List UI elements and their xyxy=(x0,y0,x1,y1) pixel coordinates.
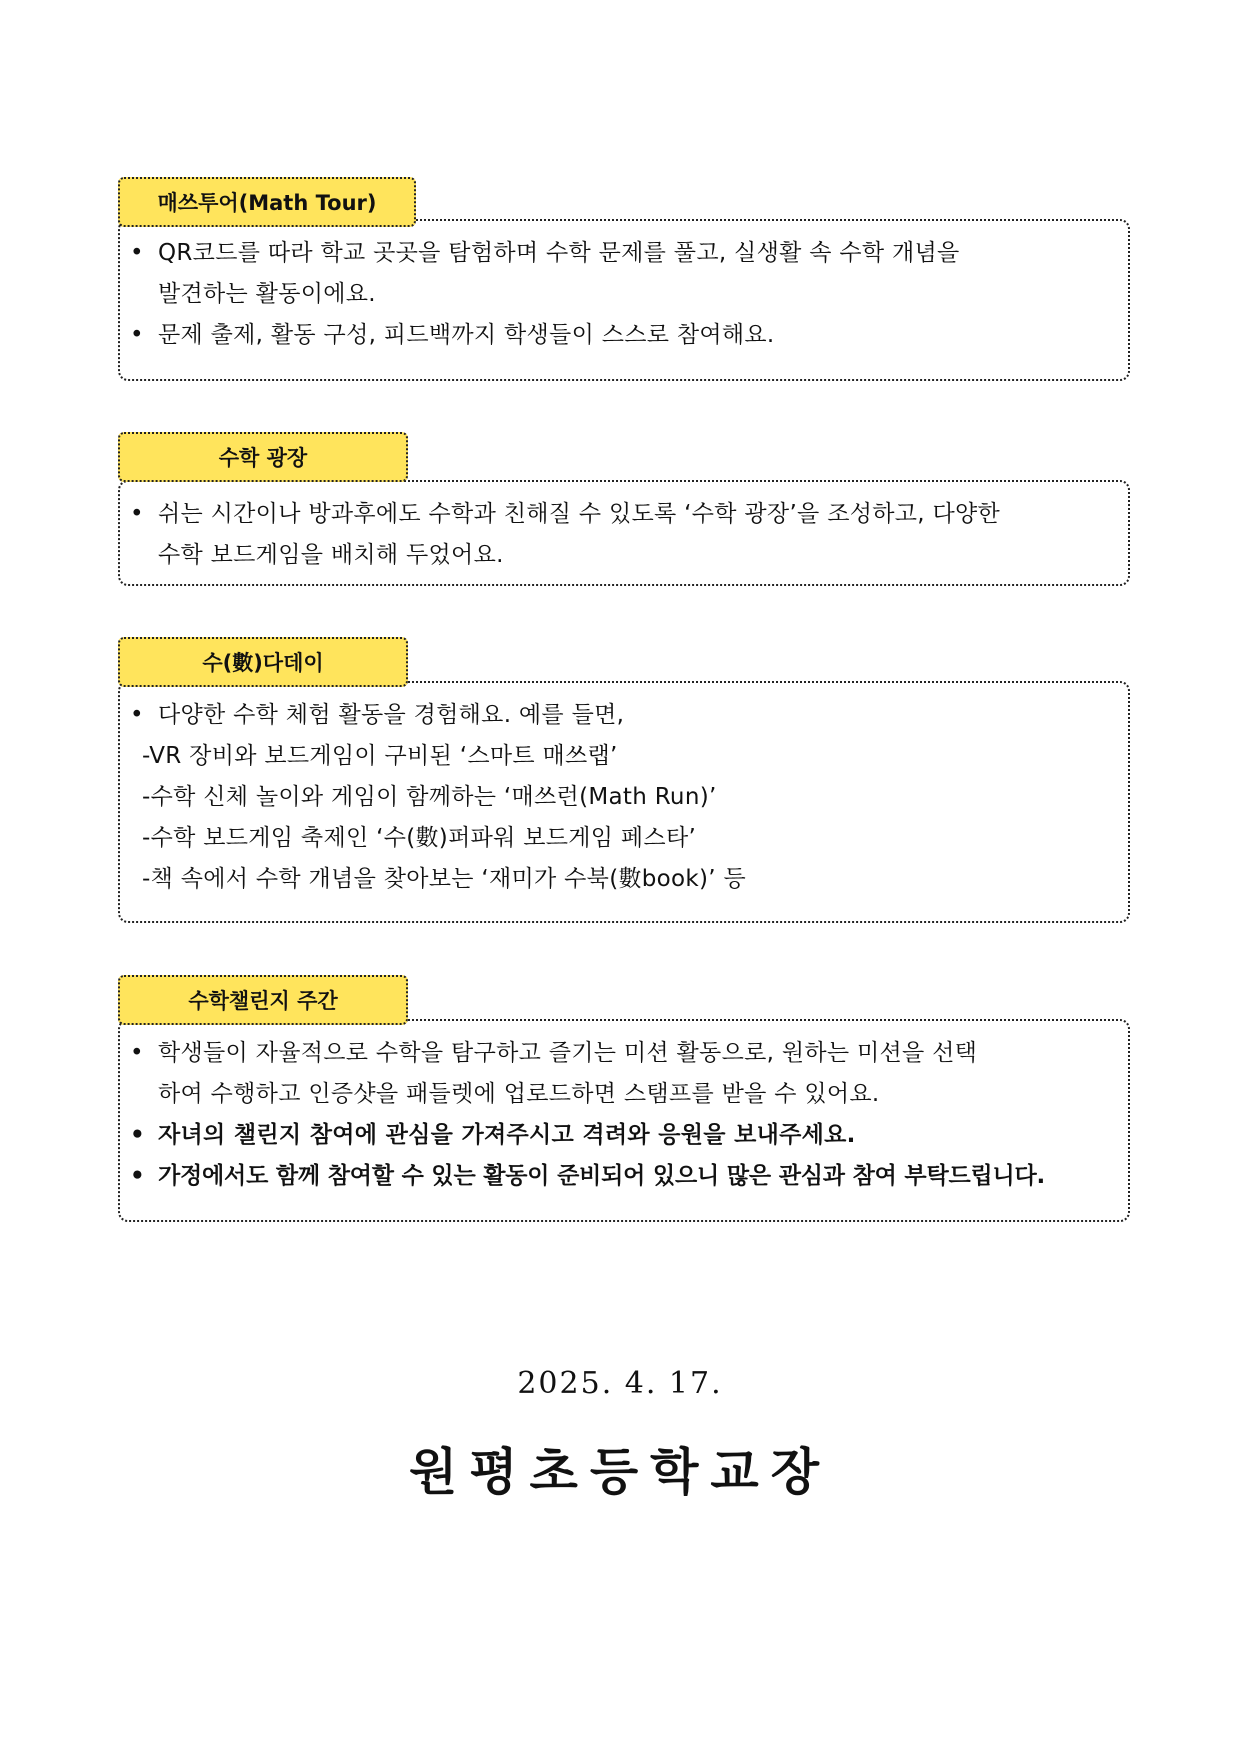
bullet-icon: • xyxy=(130,1040,144,1066)
document-date: 2025. 4. 17. xyxy=(517,1366,723,1401)
section-math-challenge xyxy=(118,975,1130,1222)
bullet-icon: • xyxy=(130,702,144,728)
bullet-text: 문제 출제, 활동 구성, 피드백까지 학생들이 스스로 참여해요. xyxy=(158,322,775,348)
bullet-item xyxy=(130,233,1104,274)
bullet-item xyxy=(130,695,1104,736)
continuation-text: 발견하는 활동이에요. xyxy=(158,281,376,307)
dash-item: -수학 신체 놀이와 게임이 함께하는 ‘매쓰런(Math Run)’ xyxy=(142,784,717,810)
bullet-item-emphasis xyxy=(130,1115,1104,1156)
bullet-text: 쉬는 시간이나 방과후에도 수학과 친해질 수 있도록 ‘수학 광장’을 조성하고, 다양한 xyxy=(158,501,1001,527)
section-title: 수(數)다데이 xyxy=(202,651,324,675)
section-math-day xyxy=(118,637,1130,923)
bullet-icon: • xyxy=(130,240,144,266)
bullet-text: 가정에서도 함께 참여할 수 있는 활동이 준비되어 있으니 많은 관심과 참여 부탁드립니다. xyxy=(158,1163,1046,1189)
continuation-text: 수학 보드게임을 배치해 두었어요. xyxy=(158,542,504,568)
section-content-box xyxy=(118,219,1130,381)
bullet-text: QR코드를 따라 학교 곳곳을 탐험하며 수학 문제를 풀고, 실생활 속 수학 개념을 xyxy=(158,240,960,266)
signature: 원평초등학교장 xyxy=(408,1442,832,1501)
section-content-box xyxy=(118,480,1130,586)
bullet-item-emphasis xyxy=(130,1156,1104,1197)
section-content-box xyxy=(118,1019,1130,1222)
bullet-item xyxy=(130,1033,1104,1074)
section-title: 매쓰투어(Math Tour) xyxy=(157,191,377,215)
section-math-plaza xyxy=(118,432,1130,586)
section-content-box xyxy=(118,681,1130,923)
section-math-tour xyxy=(118,177,1130,381)
dash-item: -VR 장비와 보드게임이 구비된 ‘스마트 매쓰랩’ xyxy=(142,743,618,769)
dash-item: -수학 보드게임 축제인 ‘수(數)퍼파워 보드게임 페스타’ xyxy=(142,825,697,851)
section-title-tab xyxy=(118,975,408,1025)
bullet-icon: • xyxy=(130,322,144,348)
section-title-tab xyxy=(118,177,416,227)
section-title: 수학챌린지 주간 xyxy=(188,989,338,1013)
bullet-text: 다양한 수학 체험 활동을 경험해요. 예를 들면, xyxy=(158,702,625,728)
section-title-tab xyxy=(118,637,408,687)
bullet-text: 학생들이 자율적으로 수학을 탐구하고 즐기는 미션 활동으로, 원하는 미션을 선택 xyxy=(158,1040,978,1066)
bullet-icon: • xyxy=(130,1163,145,1189)
section-title-tab xyxy=(118,432,408,482)
bullet-text: 자녀의 챌린지 참여에 관심을 가져주시고 격려와 응원을 보내주세요. xyxy=(158,1122,856,1148)
bullet-item xyxy=(130,315,1104,356)
bullet-icon: • xyxy=(130,1122,146,1148)
continuation-text: 하여 수행하고 인증샷을 패들렛에 업로드하면 스탬프를 받을 수 있어요. xyxy=(158,1081,880,1107)
bullet-icon: • xyxy=(130,501,144,527)
dash-item: -책 속에서 수학 개념을 찾아보는 ‘재미가 수북(數book)’ 등 xyxy=(142,866,747,892)
section-title: 수학 광장 xyxy=(218,446,308,470)
bullet-item xyxy=(130,494,1104,535)
